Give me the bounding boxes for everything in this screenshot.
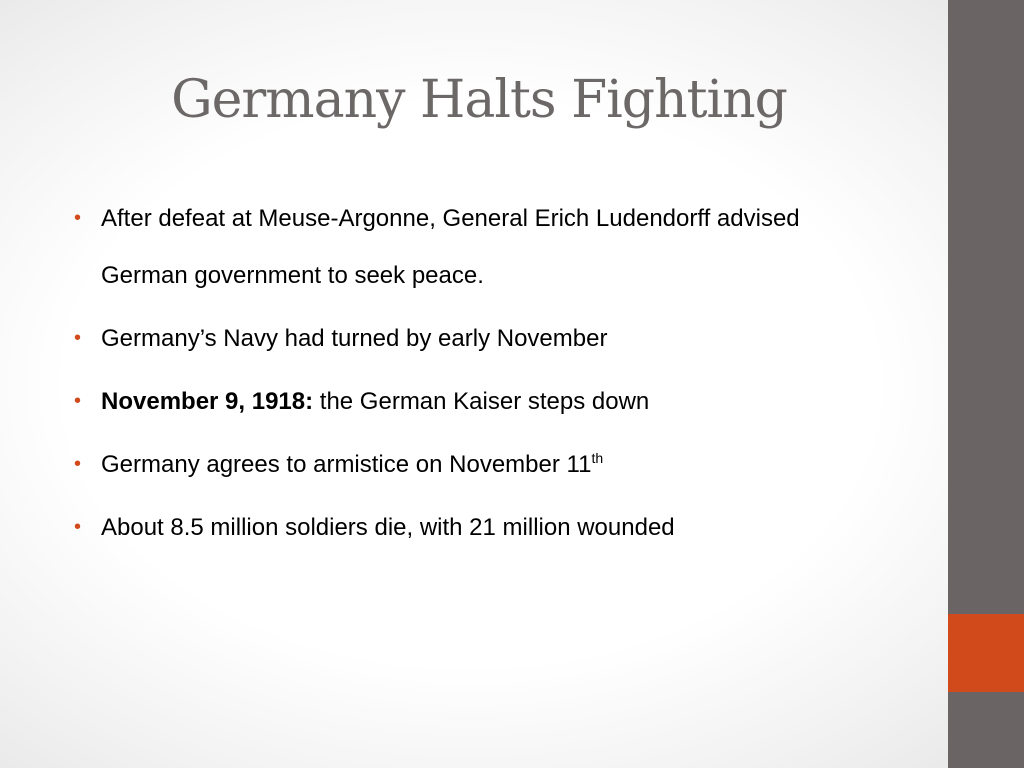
bullet-text: About 8.5 million soldiers die, with 21 million wounded	[101, 514, 675, 541]
bullet-superscript: th	[591, 450, 604, 466]
bullet-marker: •	[74, 453, 82, 475]
bullet-list	[74, 190, 884, 562]
bullet-text: After defeat at Meuse-Argonne, General Erich Ludendorff advised German government to seek peace.	[101, 205, 800, 289]
bullet-item-3	[74, 373, 884, 430]
slide-title: Germany Halts Fighting	[171, 70, 787, 130]
bullet-marker: •	[74, 390, 82, 412]
bullet-text: Germany agrees to armistice on November 11	[101, 451, 592, 478]
bullet-bold-date: November 9, 1918:	[101, 388, 314, 415]
bullet-item-1	[74, 190, 884, 304]
bullet-marker: •	[74, 516, 82, 538]
bullet-marker: •	[74, 327, 82, 349]
bullet-marker: •	[74, 207, 82, 229]
bullet-item-4	[74, 436, 884, 493]
bullet-item-5	[74, 499, 884, 556]
bullet-text: Germany’s Navy had turned by early November	[101, 325, 608, 352]
sidebar-accent-block	[948, 614, 1024, 692]
bullet-item-2	[74, 310, 884, 367]
bullet-text: the German Kaiser steps down	[313, 388, 650, 415]
